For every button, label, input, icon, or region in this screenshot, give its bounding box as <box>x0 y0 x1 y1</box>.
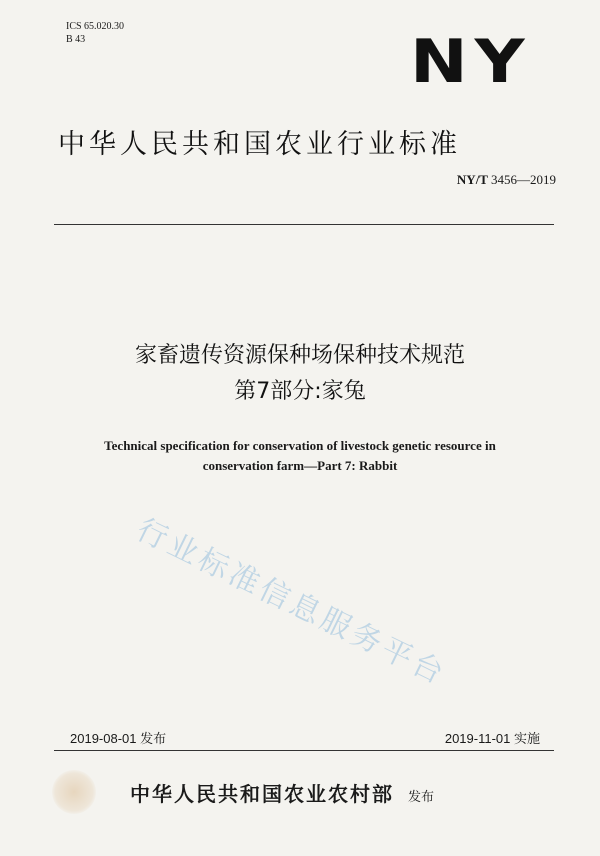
issue-date: 2019-08-01 发布 <box>70 731 167 746</box>
publisher-suffix: 发布 <box>408 790 435 805</box>
ny-logo: NY <box>410 27 532 97</box>
publisher-name: 中华人民共和国农业农村部 <box>130 782 394 806</box>
english-title-line1: Technical specification for conservation of livestock genetic resource in <box>104 438 496 453</box>
english-title <box>0 436 600 476</box>
ics-code: ICS 65.020.30 <box>66 21 125 32</box>
bottom-divider <box>54 750 554 751</box>
implementation-date: 2019-11-01 实施 <box>444 731 540 746</box>
ccs-code: B 43 <box>66 34 86 45</box>
chinese-title-line1: 家畜遗传资源保种场保种技术规范 <box>134 343 465 368</box>
standard-number <box>457 172 556 188</box>
english-title-line2: conservation farm—Part 7: Rabbit <box>202 458 398 473</box>
standard-number-prefix: NY/T <box>456 172 488 187</box>
publisher <box>130 778 434 807</box>
standard-category-title: 中华人民共和国农业行业标准 <box>58 129 461 160</box>
watermark: 行业标准信息服务平台 <box>131 512 453 693</box>
ics-classification <box>66 20 124 46</box>
top-divider <box>54 224 554 225</box>
chinese-title-line2: 第7部分:家兔 <box>234 379 366 404</box>
chinese-title <box>0 338 600 410</box>
seal-stamp-icon <box>52 770 96 814</box>
standard-number-value: 3456—2019 <box>491 172 556 187</box>
